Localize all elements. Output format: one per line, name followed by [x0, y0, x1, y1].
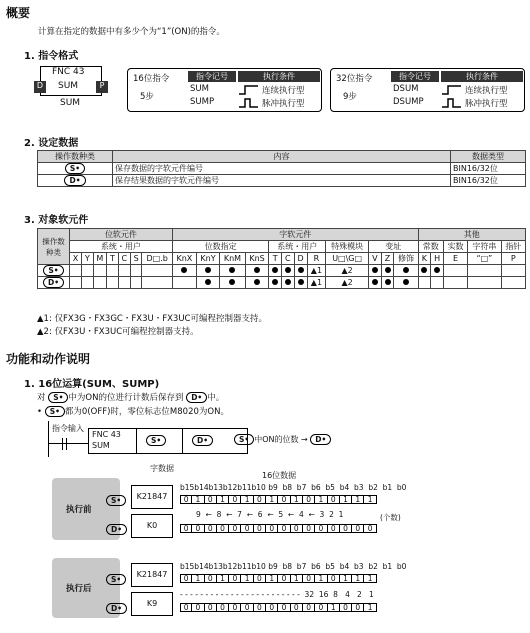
bit-cell: 0: [205, 603, 217, 612]
operand-d: D•: [106, 524, 127, 535]
box16-h1: 指令记号: [188, 71, 236, 82]
bit-cell: 1: [315, 495, 327, 504]
box-32bit: [330, 68, 525, 112]
s3-index: 变址: [368, 241, 418, 253]
bit-cell: 0: [328, 524, 340, 533]
dot-icon: [298, 279, 304, 285]
col-14: R: [307, 253, 326, 265]
mark-cell: ▲1: [307, 277, 326, 289]
bit-cell: 0: [278, 524, 290, 533]
dot-icon: [272, 267, 278, 273]
box16-bits: 16位指令: [133, 74, 170, 84]
s3-sysuser: 系统・用户: [70, 241, 173, 253]
bit-cell: 1: [340, 495, 352, 504]
s3-special: 特殊模块: [326, 241, 369, 253]
mark-cell: ▲2: [326, 265, 369, 277]
col-13: D: [294, 253, 307, 265]
mark-cell: [245, 265, 269, 277]
dot-icon: [385, 267, 391, 273]
box32-h1: 指令记号: [391, 71, 439, 82]
operand-s: S•: [48, 392, 68, 403]
dot-icon: [403, 279, 409, 285]
bit-cell: 1: [266, 574, 278, 583]
dot-icon: [285, 267, 291, 273]
bit-cell: 0: [328, 574, 340, 583]
mark-cell: [118, 277, 130, 289]
func-sub: 1. 16位运算(SUM、SUMP): [24, 379, 160, 390]
box16-h2: 执行条件: [238, 71, 320, 82]
col-19: K: [418, 253, 431, 265]
bit-count: 9 ← 8 ← 7 ← 6 ← 5 ← 4 ← 3 2 1: [196, 510, 344, 519]
s1-heading: 1. 指令格式: [24, 51, 79, 62]
bit-cell: 1: [340, 574, 352, 583]
bit-cell: 0: [291, 524, 303, 533]
bit-cell: 0: [229, 524, 241, 533]
bit-cell: 0: [340, 524, 352, 533]
mark-cell: [196, 265, 219, 277]
symbol-fnc: FNC 43: [52, 67, 85, 77]
before-sbits: [180, 495, 377, 504]
s2-content-s: 保存数据的字软元件编号: [113, 163, 451, 175]
col-6: D□.b: [142, 253, 172, 265]
bit-cell: 0: [278, 603, 290, 612]
bit-cell: 0: [266, 603, 278, 612]
bit-cell: 1: [291, 495, 303, 504]
bit-cell: 0: [205, 495, 217, 504]
bit-cell: 0: [340, 603, 352, 612]
operand-d: D•: [43, 277, 64, 288]
mark-cell: [172, 265, 196, 277]
dot-icon: [254, 267, 260, 273]
mark-cell: [368, 265, 381, 277]
instruction-symbol: [34, 66, 120, 112]
s3-heading: 3. 对象软元件: [24, 215, 89, 226]
before-dbits: [180, 524, 377, 533]
mark-cell: [431, 265, 444, 277]
bit-cell: 0: [180, 574, 192, 583]
s2-th3: 数据类型: [451, 151, 526, 163]
box32-r2n: DSUMP: [393, 97, 424, 107]
after-dbits: [180, 603, 377, 612]
bit-cell: 1: [364, 603, 376, 612]
s3-opkind: 操作数种类: [38, 229, 70, 265]
settings-table: [37, 150, 526, 187]
s3-sysuser2: 系统・用户: [269, 241, 326, 253]
bit-cell: 0: [205, 574, 217, 583]
operand-d: D•: [106, 603, 127, 614]
func-line1: 对 S• 中为ON的位进行计数后保存到 D• 中。: [37, 393, 225, 403]
box16-r1n: SUM: [190, 84, 209, 94]
bit-cell: 0: [205, 524, 217, 533]
col-20: H: [431, 253, 444, 265]
bit-cell: 1: [217, 574, 229, 583]
mark-cell: [130, 265, 142, 277]
mark-cell: [118, 265, 130, 277]
box16-r2n: SUMP: [190, 97, 215, 107]
bit-cell: 0: [303, 524, 315, 533]
operand-s: S•: [106, 495, 126, 506]
col-15: U□\G□: [326, 253, 369, 265]
dot-icon: [285, 279, 291, 285]
s3-other: 其他: [418, 229, 525, 241]
symbol-p: P: [96, 81, 108, 93]
bit-cell: 0: [266, 524, 278, 533]
ladder-result: S• 中ON的位数 → D•: [234, 434, 331, 445]
bit-weights: - - - - - - - - - - - - - - - - - - - - - - - - 32 16 8 4 2 1: [180, 590, 374, 599]
dot-icon: [403, 267, 409, 273]
ladder-fnc: FNC 43: [92, 430, 121, 439]
mark-cell: [468, 265, 501, 277]
operand-d: D•: [192, 435, 213, 446]
box32-bits: 32位指令: [336, 74, 373, 84]
after-label: 执行后: [66, 584, 92, 594]
bit-cell: 0: [315, 603, 327, 612]
mark-cell: [196, 277, 219, 289]
dot-icon: [421, 267, 427, 273]
box32-r1n: DSUM: [393, 84, 419, 94]
s2-heading: 2. 设定数据: [24, 138, 79, 149]
bit-cell: 0: [180, 524, 192, 533]
box16-r2c: 脉冲执行型: [262, 99, 305, 109]
count-unit: (个数): [380, 513, 401, 522]
mark-cell: [142, 265, 172, 277]
bit-cell: 0: [278, 574, 290, 583]
bit-cell: 0: [328, 495, 340, 504]
operand-s: S•: [45, 406, 65, 417]
mark-cell: [501, 265, 525, 277]
ladder-diagram: [48, 421, 348, 457]
ladder-input: 指令输入: [52, 424, 84, 433]
bit-cell: 0: [352, 524, 364, 533]
bit-cell: 0: [192, 603, 204, 612]
bit-cell: 0: [217, 524, 229, 533]
bit-cell: 0: [180, 603, 192, 612]
bit-cell: 0: [364, 524, 376, 533]
symbol-d: D: [34, 81, 46, 93]
overview-desc: 计算在指定的数据中有多少个为“1”(ON)的指令。: [38, 27, 225, 37]
dot-icon: [372, 267, 378, 273]
bit-cell: 0: [241, 603, 253, 612]
col-22: “□”: [468, 253, 501, 265]
s2-type-d: BIN16/32位: [451, 175, 526, 187]
dot-icon: [229, 267, 235, 273]
func-heading: 功能和动作说明: [6, 352, 91, 366]
mark-cell: [93, 265, 107, 277]
bit-header-2: b15b14b13b12b11b10 b9 b8 b7 b6 b5 b4 b3 b2 b1 b0: [180, 562, 407, 571]
bit-cell: 0: [303, 574, 315, 583]
bit-cell: 1: [266, 495, 278, 504]
bit-cell: 1: [291, 574, 303, 583]
col-23: P: [501, 253, 525, 265]
bit-header-1: b15b14b13b12b11b10 b9 b8 b7 b6 b5 b4 b3 b2 b1 b0: [180, 483, 407, 492]
col-0: X: [70, 253, 82, 265]
mark-cell: [394, 277, 418, 289]
s3-worddev: 字软元件: [172, 229, 418, 241]
bit-cell: 0: [303, 495, 315, 504]
mark-cell: [368, 277, 381, 289]
mark-cell: [431, 277, 444, 289]
bit-cell: 1: [241, 495, 253, 504]
col-8: KnY: [196, 253, 219, 265]
bit-cell: 0: [291, 603, 303, 612]
mark-cell: [82, 265, 93, 277]
box16-steps: 5步: [140, 92, 154, 102]
mark-cell: [245, 277, 269, 289]
s2-th2: 内容: [113, 151, 451, 163]
col-3: T: [107, 253, 118, 265]
func-line2: • S• 都为0(OFF)时，零位标志位M8020为ON。: [37, 407, 229, 417]
operand-s: S•: [106, 574, 126, 585]
mark-cell: [294, 277, 307, 289]
col-18: 修饰: [394, 253, 418, 265]
bit-cell: 0: [254, 603, 266, 612]
bit16-label: 16位数据: [262, 471, 297, 480]
bit-cell: 0: [241, 524, 253, 533]
mark-cell: [282, 277, 295, 289]
mark-cell: [220, 277, 246, 289]
bit-cell: 1: [352, 495, 364, 504]
mark-cell: [70, 277, 82, 289]
word-data-label: 字数据: [150, 464, 174, 473]
bit-cell: 1: [315, 574, 327, 583]
col-5: S: [130, 253, 142, 265]
bit-cell: 1: [217, 495, 229, 504]
bit-cell: 0: [254, 495, 266, 504]
dot-icon: [229, 279, 235, 285]
col-10: KnS: [245, 253, 269, 265]
operand-d: D•: [64, 175, 85, 186]
mark-cell: [172, 277, 196, 289]
before-dval: K0: [131, 514, 173, 538]
mark-cell: [269, 265, 282, 277]
mark-cell: [418, 277, 431, 289]
col-7: KnX: [172, 253, 196, 265]
s3-string: 字符串: [468, 241, 501, 253]
mark-cell: [501, 277, 525, 289]
ladder-sum: SUM: [92, 441, 110, 450]
dot-icon: [372, 279, 378, 285]
mark-cell: [107, 277, 118, 289]
bit-cell: 0: [303, 603, 315, 612]
box32-r1c: 连续执行型: [465, 86, 508, 96]
after-sbits: [180, 574, 377, 583]
s3-bitdev: 位软元件: [70, 229, 173, 241]
bit-cell: 0: [180, 495, 192, 504]
note-1: ▲1: 仅FX3G・FX3GC・FX3U・FX3UC可编程控制器支持。: [37, 314, 267, 324]
dot-icon: [205, 279, 211, 285]
operand-s: S•: [43, 265, 63, 276]
mark-cell: [269, 277, 282, 289]
pulse-icons-32: [441, 84, 463, 110]
bit-cell: 0: [254, 574, 266, 583]
col-1: Y: [82, 253, 93, 265]
mark-cell: [282, 265, 295, 277]
after-sval: K21847: [131, 563, 173, 587]
mark-cell: [82, 277, 93, 289]
after-dval: K9: [131, 592, 173, 616]
mark-cell: [130, 277, 142, 289]
col-21: E: [443, 253, 467, 265]
mark-cell: [294, 265, 307, 277]
bit-cell: 1: [241, 574, 253, 583]
bit-cell: 0: [254, 524, 266, 533]
col-9: KnM: [220, 253, 246, 265]
pulse-icons: [238, 84, 260, 110]
before-label: 执行前: [66, 505, 92, 515]
before-sval: K21847: [131, 485, 173, 509]
bit-cell: 0: [278, 495, 290, 504]
overview-heading: 概要: [6, 6, 31, 20]
bit-cell: 0: [315, 524, 327, 533]
box32-r2c: 脉冲执行型: [465, 99, 508, 109]
operand-d: D•: [186, 392, 207, 403]
mark-cell: [381, 265, 394, 277]
mark-cell: [220, 265, 246, 277]
bit-cell: 1: [364, 574, 376, 583]
box16-r1c: 连续执行型: [262, 86, 305, 96]
s3-real: 实数: [443, 241, 467, 253]
mark-cell: [468, 277, 501, 289]
mark-cell: ▲1: [307, 265, 326, 277]
s3-constant: 常数: [418, 241, 443, 253]
mark-cell: [443, 265, 467, 277]
col-11: T: [269, 253, 282, 265]
dot-icon: [205, 267, 211, 273]
box32-steps: 9步: [343, 92, 357, 102]
col-12: C: [282, 253, 295, 265]
operand-s: S•: [65, 163, 85, 174]
s3-bitspec: 位数指定: [172, 241, 268, 253]
mark-cell: [443, 277, 467, 289]
col-16: V: [368, 253, 381, 265]
dot-icon: [181, 267, 187, 273]
dot-icon: [272, 279, 278, 285]
box32-h2: 执行条件: [441, 71, 523, 82]
dot-icon: [254, 279, 260, 285]
mark-cell: [107, 265, 118, 277]
bit-cell: 0: [217, 603, 229, 612]
dot-icon: [385, 279, 391, 285]
bit-cell: 1: [328, 603, 340, 612]
s2-type-s: BIN16/32位: [451, 163, 526, 175]
note-2: ▲2: 仅FX3U・FX3UC可编程控制器支持。: [37, 327, 199, 337]
mark-cell: [93, 277, 107, 289]
symbol-under: SUM: [60, 98, 81, 108]
bit-cell: 0: [229, 603, 241, 612]
s2-content-d: 保存结果数据的字软元件编号: [113, 175, 451, 187]
mark-cell: [70, 265, 82, 277]
mark-cell: [381, 277, 394, 289]
operand-s: S•: [146, 435, 166, 446]
symbol-mid: SUM: [58, 81, 79, 91]
mark-cell: ▲2: [326, 277, 369, 289]
col-2: M: [93, 253, 107, 265]
dot-icon: [298, 267, 304, 273]
box-16bit: [127, 68, 322, 112]
table-row: [38, 175, 526, 187]
bit-cell: 0: [229, 574, 241, 583]
bit-cell: 1: [192, 495, 204, 504]
s2-th1: 操作数种类: [38, 151, 113, 163]
col-17: Z: [381, 253, 394, 265]
mark-cell: [142, 277, 172, 289]
bit-cell: 1: [352, 574, 364, 583]
bit-cell: 0: [192, 524, 204, 533]
s3-pointer: 指针: [501, 241, 525, 253]
dot-icon: [434, 267, 440, 273]
bit-cell: 1: [192, 574, 204, 583]
bit-cell: 1: [364, 495, 376, 504]
device-table: [37, 228, 526, 289]
mark-cell: [418, 265, 431, 277]
bit-cell: 0: [229, 495, 241, 504]
col-4: C: [118, 253, 130, 265]
bit-cell: 0: [352, 603, 364, 612]
table-row: [38, 163, 526, 175]
mark-cell: [394, 265, 418, 277]
